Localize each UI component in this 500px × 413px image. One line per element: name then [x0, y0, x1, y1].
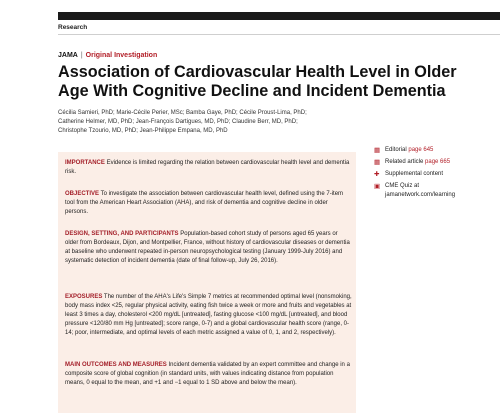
author-line: Catherine Helmer, MD, PhD; Jean-François Dartigues, MD, PhD; Claudine Berr, MD, PhD; [58, 119, 298, 125]
document-icon: ▦ [374, 147, 381, 154]
article-title: Association of Cardiovascular Health Level in Older Age With Cognitive Decline and Incident Dementia [58, 63, 457, 100]
quiz-url[interactable]: jamanetwork.com/learning [385, 192, 456, 198]
supplemental-item[interactable] [374, 170, 500, 179]
author-list [58, 109, 358, 136]
abstract-text: To investigate the association between cardiovascular health level, defined using the 7-item tool from the American Heart Association (AHA), and risk of dementia and cognitive decline in older persons. [65, 191, 344, 216]
abstract-label: OBJECTIVE [65, 191, 100, 197]
abstract-text: Population-based cohort study of persons aged 65 years or older from Bordeaux, Dijon, and Montpellier, France, without history of cardiovascular diseases or dementia at baseline who underwent repeated in-person neuropsychological testing (January 1999-July 2016) and systematic detection of incident dementia (date of final follow-up, July 26, 2016). [65, 231, 350, 265]
journal-line [58, 52, 157, 59]
related-prefix: Related article [385, 159, 424, 165]
author-line: Cécilia Samieri, PhD; Marie-Cécile Perier, MSc; Bamba Gaye, PhD; Cécile Proust-Lima, PhD; [58, 110, 307, 116]
journal-separator: | [80, 52, 83, 59]
sidebar [374, 146, 500, 203]
abstract-label: EXPOSURES [65, 294, 103, 300]
abstract-importance [65, 159, 352, 177]
abstract-label: IMPORTANCE [65, 160, 105, 166]
abstract-text: Evidence is limited regarding the relation between cardiovascular health level and dementia risk. [65, 160, 350, 176]
quiz-prefix: CME Quiz at [385, 183, 420, 189]
cme-quiz-item[interactable] [374, 182, 500, 200]
top-bar [58, 12, 500, 20]
abstract-text: Incident dementia validated by an expert committee and change in a composite score of global cognition (in standard units, with values indicating distance from population means, 0 equal to the mean, and +1 and −1 equal to 1 SD above and below the mean). [65, 362, 350, 387]
editorial-link[interactable]: page 645 [408, 147, 434, 153]
related-article-item[interactable] [374, 158, 500, 167]
section-label: Research [58, 24, 88, 31]
editorial-prefix: Editorial [385, 147, 407, 153]
quiz-icon: ▣ [374, 183, 381, 190]
editorial-item[interactable] [374, 146, 500, 155]
plus-icon: ✚ [374, 171, 380, 178]
article-type: Original Investigation [85, 52, 158, 59]
abstract-design [65, 230, 352, 266]
abstract-label: MAIN OUTCOMES AND MEASURES [65, 362, 167, 368]
author-line: Christophe Tzourio, MD, PhD; Jean-Philippe Empana, MD, PhD [58, 128, 228, 134]
divider [58, 34, 500, 35]
abstract-label: DESIGN, SETTING, AND PARTICIPANTS [65, 231, 179, 237]
abstract-box [58, 152, 356, 413]
abstract-text: The number of the AHA's Life's Simple 7 metrics at recommended optimal level (nonsmoking, body mass index <25, regular physical activity, eating fish twice a week or more and fruits and vegetables at least 3 times a day, cholesterol <200 mg/dL [untreated], fasting glucose <100 mg/dL [untreated], and blood pressure <120/80 mm Hg [untreated]; score range, 0-7) and a global cardiovascular health score (range, 0-14; poor, intermediate, and optimal levels of each metric assigned a value of 0, 1, and 2, respectively). [65, 294, 352, 337]
abstract-outcomes [65, 361, 352, 388]
supplemental-link[interactable]: Supplemental content [385, 171, 444, 177]
related-link[interactable]: page 665 [425, 159, 451, 165]
abstract-exposures [65, 293, 352, 338]
document-icon: ▦ [374, 159, 381, 166]
abstract-objective [65, 190, 352, 217]
journal-name: JAMA [58, 52, 78, 59]
